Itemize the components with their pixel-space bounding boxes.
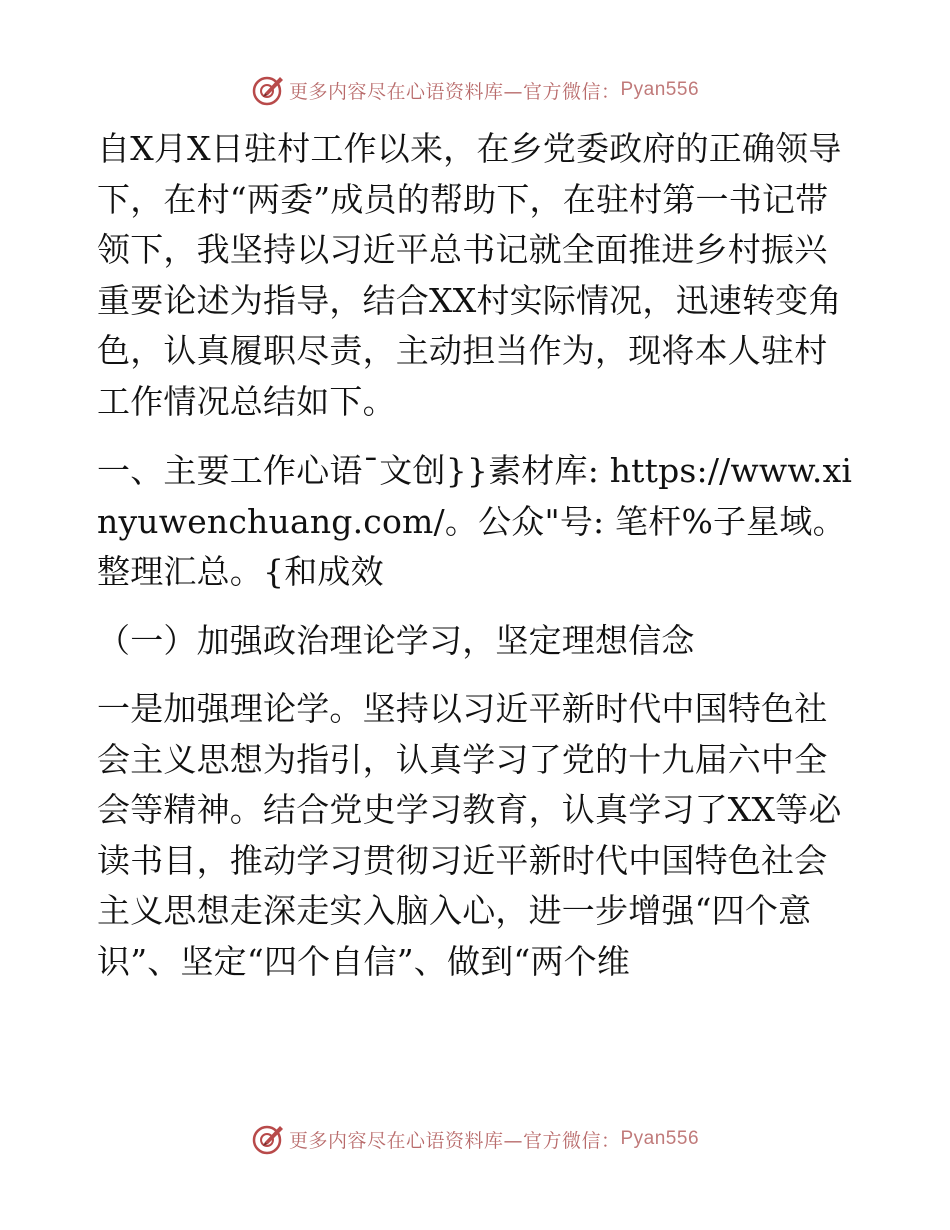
header-watermark-banner bbox=[0, 70, 950, 110]
pen-logo-icon bbox=[251, 1122, 285, 1156]
section-heading-1: 一、主要工作心语¯文创}}素材库: https://www.xinyuwenchuang.com/。公众"号: 笔杆%子星域。整理汇总。{和成效 bbox=[97, 451, 853, 591]
document-body bbox=[97, 124, 857, 987]
footer-watermark-banner bbox=[0, 1119, 950, 1159]
banner-text: 更多内容尽在心语资料库—官方微信： bbox=[288, 1129, 621, 1152]
body-paragraph-2: 一是加强理论学。坚持以习近平新时代中国特色社会主义思想为指引，认真学习了党的十九届六中全会等精神。结合党史学习教育，认真学习了XX等必读书目，推动学习贯彻习近平新时代中国特色社会主义思想走深走实入脑入心，进一步增强“四个意识”、坚定“四个自信”、做到“两个维 bbox=[97, 689, 842, 981]
intro-paragraph: 自X月X日驻村工作以来，在乡党委政府的正确领导下，在村“两委”成员的帮助下，在驻村第一书记带领下，我坚持以习近平总书记就全面推进乡村振兴重要论述为指导，结合XX村实际情况，迅速转变角色，认真履职尽责，主动担当作为，现将本人驻村工作情况总结如下。 bbox=[97, 129, 842, 421]
banner-contact: Pyan556 bbox=[620, 79, 700, 100]
pen-logo-icon bbox=[251, 73, 285, 107]
banner-contact: Pyan556 bbox=[620, 1128, 700, 1149]
banner-text: 更多内容尽在心语资料库—官方微信： bbox=[288, 80, 621, 103]
subsection-heading-1: （一）加强政治理论学习，坚定理想信念 bbox=[97, 620, 695, 660]
